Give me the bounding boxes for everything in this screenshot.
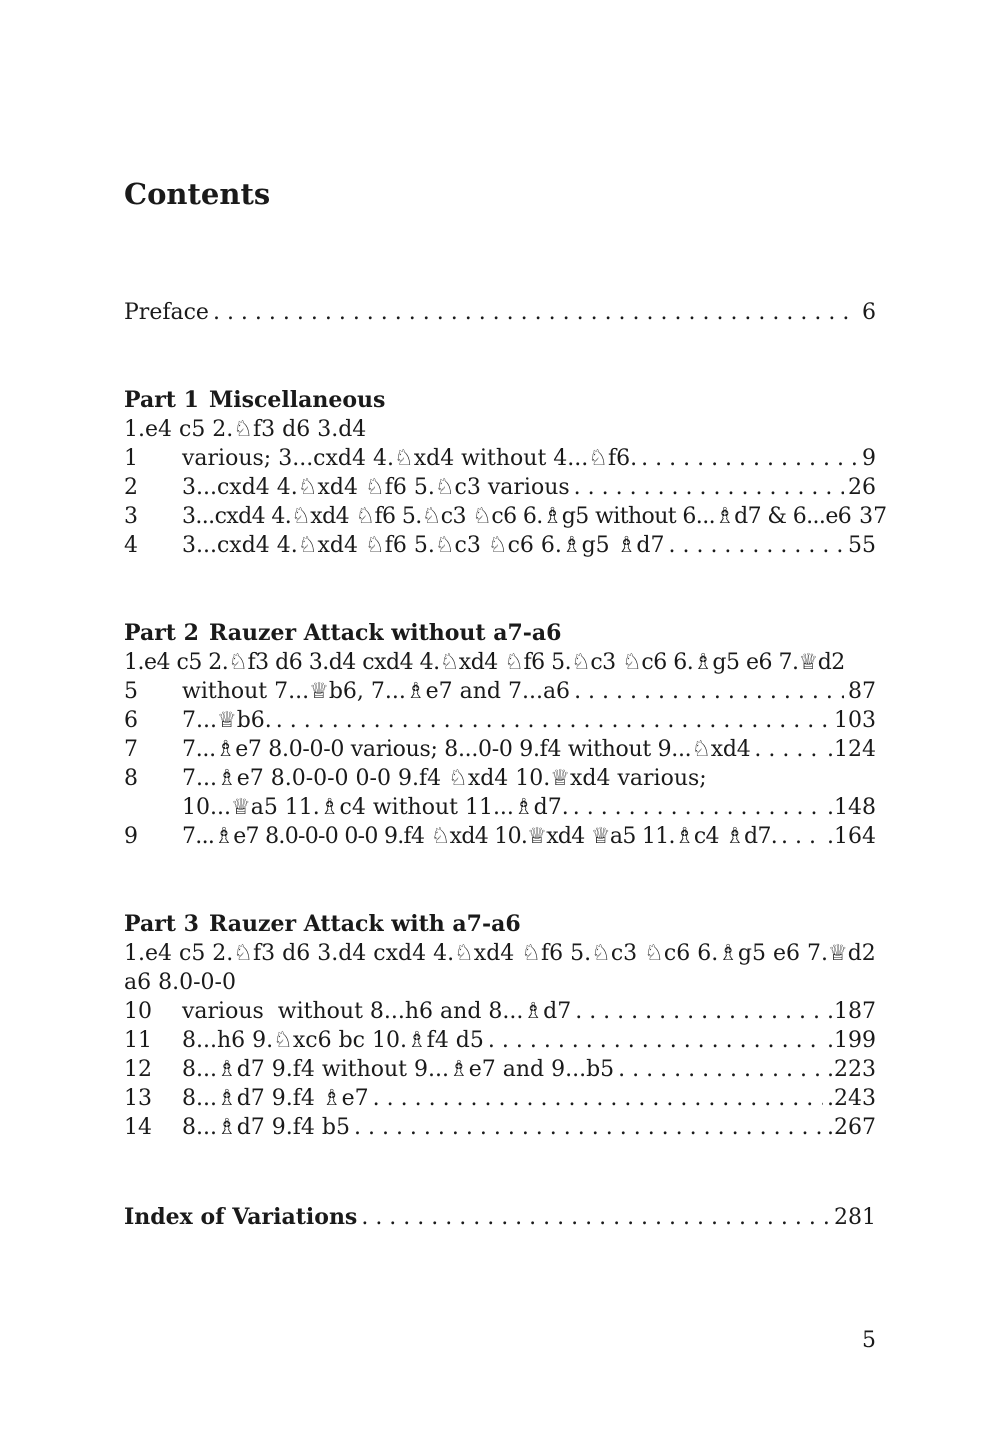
chapter-entry[interactable] (124, 502, 888, 531)
part-name: Rauzer Attack without a7-a6 (208, 620, 562, 646)
leader-dots (574, 473, 844, 502)
chapter-title: without 7...♕b6, 7...♗e7 and 7...a6 (182, 679, 571, 704)
toc-entry-index[interactable] (124, 1203, 876, 1232)
chapter-entry[interactable] (124, 1055, 876, 1084)
chapter-number: 1 (124, 446, 138, 471)
chapter-number: 4 (124, 533, 138, 558)
contents-page (124, 0, 888, 1449)
chapter-number: 2 (124, 475, 138, 500)
chapter-number: 10 (124, 999, 152, 1024)
chapter-title: 3...cxd4 4.♘xd4 ♘f6 5.♘c3 various (182, 475, 570, 500)
chapter-number: 6 (124, 708, 138, 733)
chapter-page-number: 87 (848, 679, 876, 704)
leader-dots (668, 531, 844, 560)
chapter-title: 7...♗e7 8.0-0-0 various; 8...0-0 9.f4 without 9...♘xd4 (182, 737, 751, 762)
part-name: Miscellaneous (208, 387, 386, 413)
part-name: Rauzer Attack with a7-a6 (208, 911, 521, 937)
leader-dots (276, 706, 830, 735)
chapter-page-number: 103 (834, 708, 876, 733)
part-2-section (124, 619, 876, 851)
chapter-number: 8 (124, 766, 138, 791)
part-heading[interactable] (124, 910, 876, 939)
part-heading[interactable] (124, 619, 876, 648)
chapter-title: 8...♗d7 9.f4 ♗e7 (182, 1086, 369, 1111)
chapter-number: 5 (124, 679, 138, 704)
chapter-number: 9 (124, 824, 138, 849)
page-title: Contents (124, 177, 271, 211)
chapter-title: 3...cxd4 4.♘xd4 ♘f6 5.♘c3 ♘c6 6.♗g5 ♗d7 (182, 533, 665, 558)
chapter-title: 7...♗e7 8.0-0-0 0-0 9.f4 ♘xd4 10.♕xd4 ♕a5 11.♗c4 ♗d7. (182, 824, 778, 849)
chapter-title: various without 8...h6 and 8...♗d7 (182, 999, 572, 1024)
chapter-number: 11 (124, 1028, 152, 1053)
chapter-page-number: .243 (827, 1086, 876, 1111)
index-label: Index of Variations (124, 1204, 358, 1230)
leader-dots (618, 1055, 823, 1084)
chapter-number: 7 (124, 737, 138, 762)
part-moves: 1.e4 c5 2.♘f3 d6 3.d4 cxd4 4.♘xd4 ♘f6 5.♘c3 ♘c6 6.♗g5 e6 7.♕d2 a6 8.0-0-0 (124, 941, 876, 995)
chapter-title: 8...♗d7 9.f4 without 9...♗e7 and 9...b5 (182, 1057, 615, 1082)
toc-entry-preface[interactable] (124, 298, 876, 327)
chapter-entry[interactable] (124, 677, 876, 706)
part-1-section (124, 386, 888, 560)
chapter-page-number: .199 (827, 1028, 876, 1053)
leader-dots (641, 444, 858, 473)
part-number: Part 1 (124, 387, 199, 413)
page-folio: 5 (862, 1328, 876, 1353)
chapter-number: 14 (124, 1115, 152, 1140)
leader-dots (754, 735, 823, 764)
chapter-page-number: .148 (827, 795, 876, 820)
chapter-entry[interactable] (124, 473, 876, 502)
preface-label: Preface (124, 300, 209, 325)
index-page-number: 281 (834, 1205, 876, 1230)
chapter-number: 3 (124, 504, 138, 529)
leader-dots (781, 822, 823, 851)
chapter-page-number: 37 (859, 504, 888, 529)
chapter-title: 3...cxd4 4.♘xd4 ♘f6 5.♘c3 ♘c6 6.♗g5 without 6...♗d7 & 6...e6 (182, 504, 852, 529)
chapter-page-number: .267 (827, 1115, 876, 1140)
chapter-entry[interactable] (124, 1084, 876, 1113)
leader-dots (213, 298, 858, 327)
chapter-title: 8...♗d7 9.f4 b5 (182, 1115, 350, 1140)
part-number: Part 2 (124, 620, 199, 646)
chapter-page-number: .187 (827, 999, 876, 1024)
part-moves: 1.e4 c5 2.♘f3 d6 3.d4 cxd4 4.♘xd4 ♘f6 5.♘c3 ♘c6 6.♗g5 e6 7.♕d2 (124, 650, 845, 675)
leader-dots (488, 1026, 823, 1055)
chapter-page-number: 26 (848, 475, 876, 500)
chapter-page-number: 9 (862, 446, 876, 471)
chapter-entry[interactable] (124, 997, 876, 1026)
leader-dots (354, 1113, 823, 1142)
chapter-entry[interactable] (124, 735, 876, 764)
chapter-title: 7...♕b6. (182, 708, 272, 733)
part-heading[interactable] (124, 386, 876, 415)
chapter-entry[interactable] (124, 764, 876, 793)
leader-dots (361, 1203, 830, 1232)
leader-dots (573, 793, 823, 822)
chapter-title: 8...h6 9.♘xc6 bc 10.♗f4 d5 (182, 1028, 484, 1053)
chapter-title: 7...♗e7 8.0-0-0 0-0 9.f4 ♘xd4 10.♕xd4 various; (182, 766, 707, 791)
chapter-number: 13 (124, 1086, 152, 1111)
part-3-section (124, 910, 876, 1142)
chapter-entry[interactable] (124, 1026, 876, 1055)
chapter-title: various; 3...cxd4 4.♘xd4 without 4...♘f6. (182, 446, 638, 471)
chapter-page-number: .223 (827, 1057, 876, 1082)
chapter-entry-continuation[interactable] (124, 793, 876, 822)
chapter-page-number: .164 (827, 824, 876, 849)
chapter-title-continuation: 10...♕a5 11.♗c4 without 11...♗d7. (182, 795, 569, 820)
part-number: Part 3 (124, 911, 199, 937)
chapter-page-number: .124 (827, 737, 876, 762)
chapter-entry[interactable] (124, 444, 876, 473)
part-moves: 1.e4 c5 2.♘f3 d6 3.d4 (124, 417, 367, 442)
chapter-page-number: 55 (848, 533, 876, 558)
chapter-entry[interactable] (124, 1113, 876, 1142)
leader-dots (575, 997, 823, 1026)
leader-dots (574, 677, 844, 706)
chapter-entry[interactable] (124, 822, 876, 851)
chapter-entry[interactable] (124, 531, 876, 560)
preface-page-number: 6 (862, 300, 876, 325)
chapter-number: 12 (124, 1057, 152, 1082)
chapter-entry[interactable] (124, 706, 876, 735)
leader-dots (373, 1084, 823, 1113)
